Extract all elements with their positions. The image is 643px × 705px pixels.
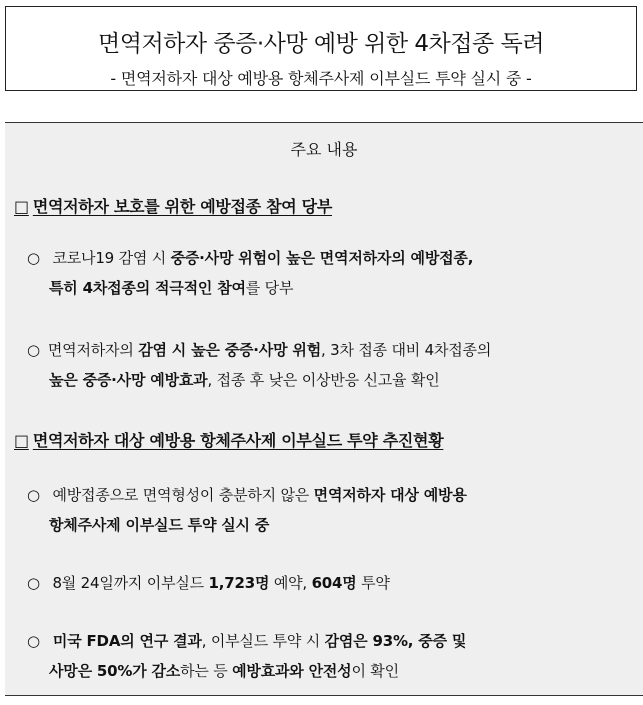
checkbox-square-icon: □ bbox=[14, 197, 29, 216]
list-item: ○ 예방접종으로 면역형성이 충분하지 않은 면역저하자 대상 예방용 항체주사제 이부실드 투약 실시 중 bbox=[27, 486, 467, 534]
list-item: ○ 코로나19 감염 시 중증·사망 위험이 높은 면역저하자의 예방접종, 특히 4차접종의 적극적인 참여를 당부 bbox=[27, 249, 474, 297]
section-heading-text: 면역저하자 대상 예방용 항체주사제 이부실드 투약 추진현황 bbox=[32, 431, 444, 450]
list-item: ○ 8월 24일까지 이부실드 1,723명 예약, 604명 투약 bbox=[27, 574, 390, 592]
title-box bbox=[5, 6, 637, 91]
summary-heading: 주요 내용 bbox=[290, 140, 358, 159]
summary-box bbox=[5, 122, 643, 696]
document-subtitle: - 면역저하자 대상 예방용 항체주사제 이부실드 투약 실시 중 - bbox=[110, 69, 532, 88]
checkbox-square-icon: □ bbox=[14, 431, 29, 450]
circle-bullet-icon: ○ bbox=[27, 574, 40, 592]
section-heading-evusheld bbox=[14, 428, 443, 451]
circle-bullet-icon: ○ bbox=[27, 632, 40, 650]
circle-bullet-icon: ○ bbox=[27, 486, 40, 504]
section-heading-text: 면역저하자 보호를 위한 예방접종 참여 당부 bbox=[32, 197, 332, 216]
section-heading-vaccination bbox=[14, 194, 332, 217]
circle-bullet-icon: ○ bbox=[27, 249, 40, 267]
document-title: 면역저하자 중증·사망 예방 위한 4차접종 독려 bbox=[98, 31, 544, 57]
circle-bullet-icon: ○ bbox=[27, 341, 40, 359]
list-item: ○ 면역저하자의 감염 시 높은 중증·사망 위험, 3차 접종 대비 4차접종의 높은 중증·사망 예방효과, 접종 후 낮은 이상반응 신고율 확인 bbox=[27, 341, 492, 389]
list-item: ○ 미국 FDA의 연구 결과, 이부실드 투약 시 감염은 93%, 중증 및 사망은 50%가 감소하는 등 예방효과와 안전성이 확인 bbox=[27, 632, 467, 680]
